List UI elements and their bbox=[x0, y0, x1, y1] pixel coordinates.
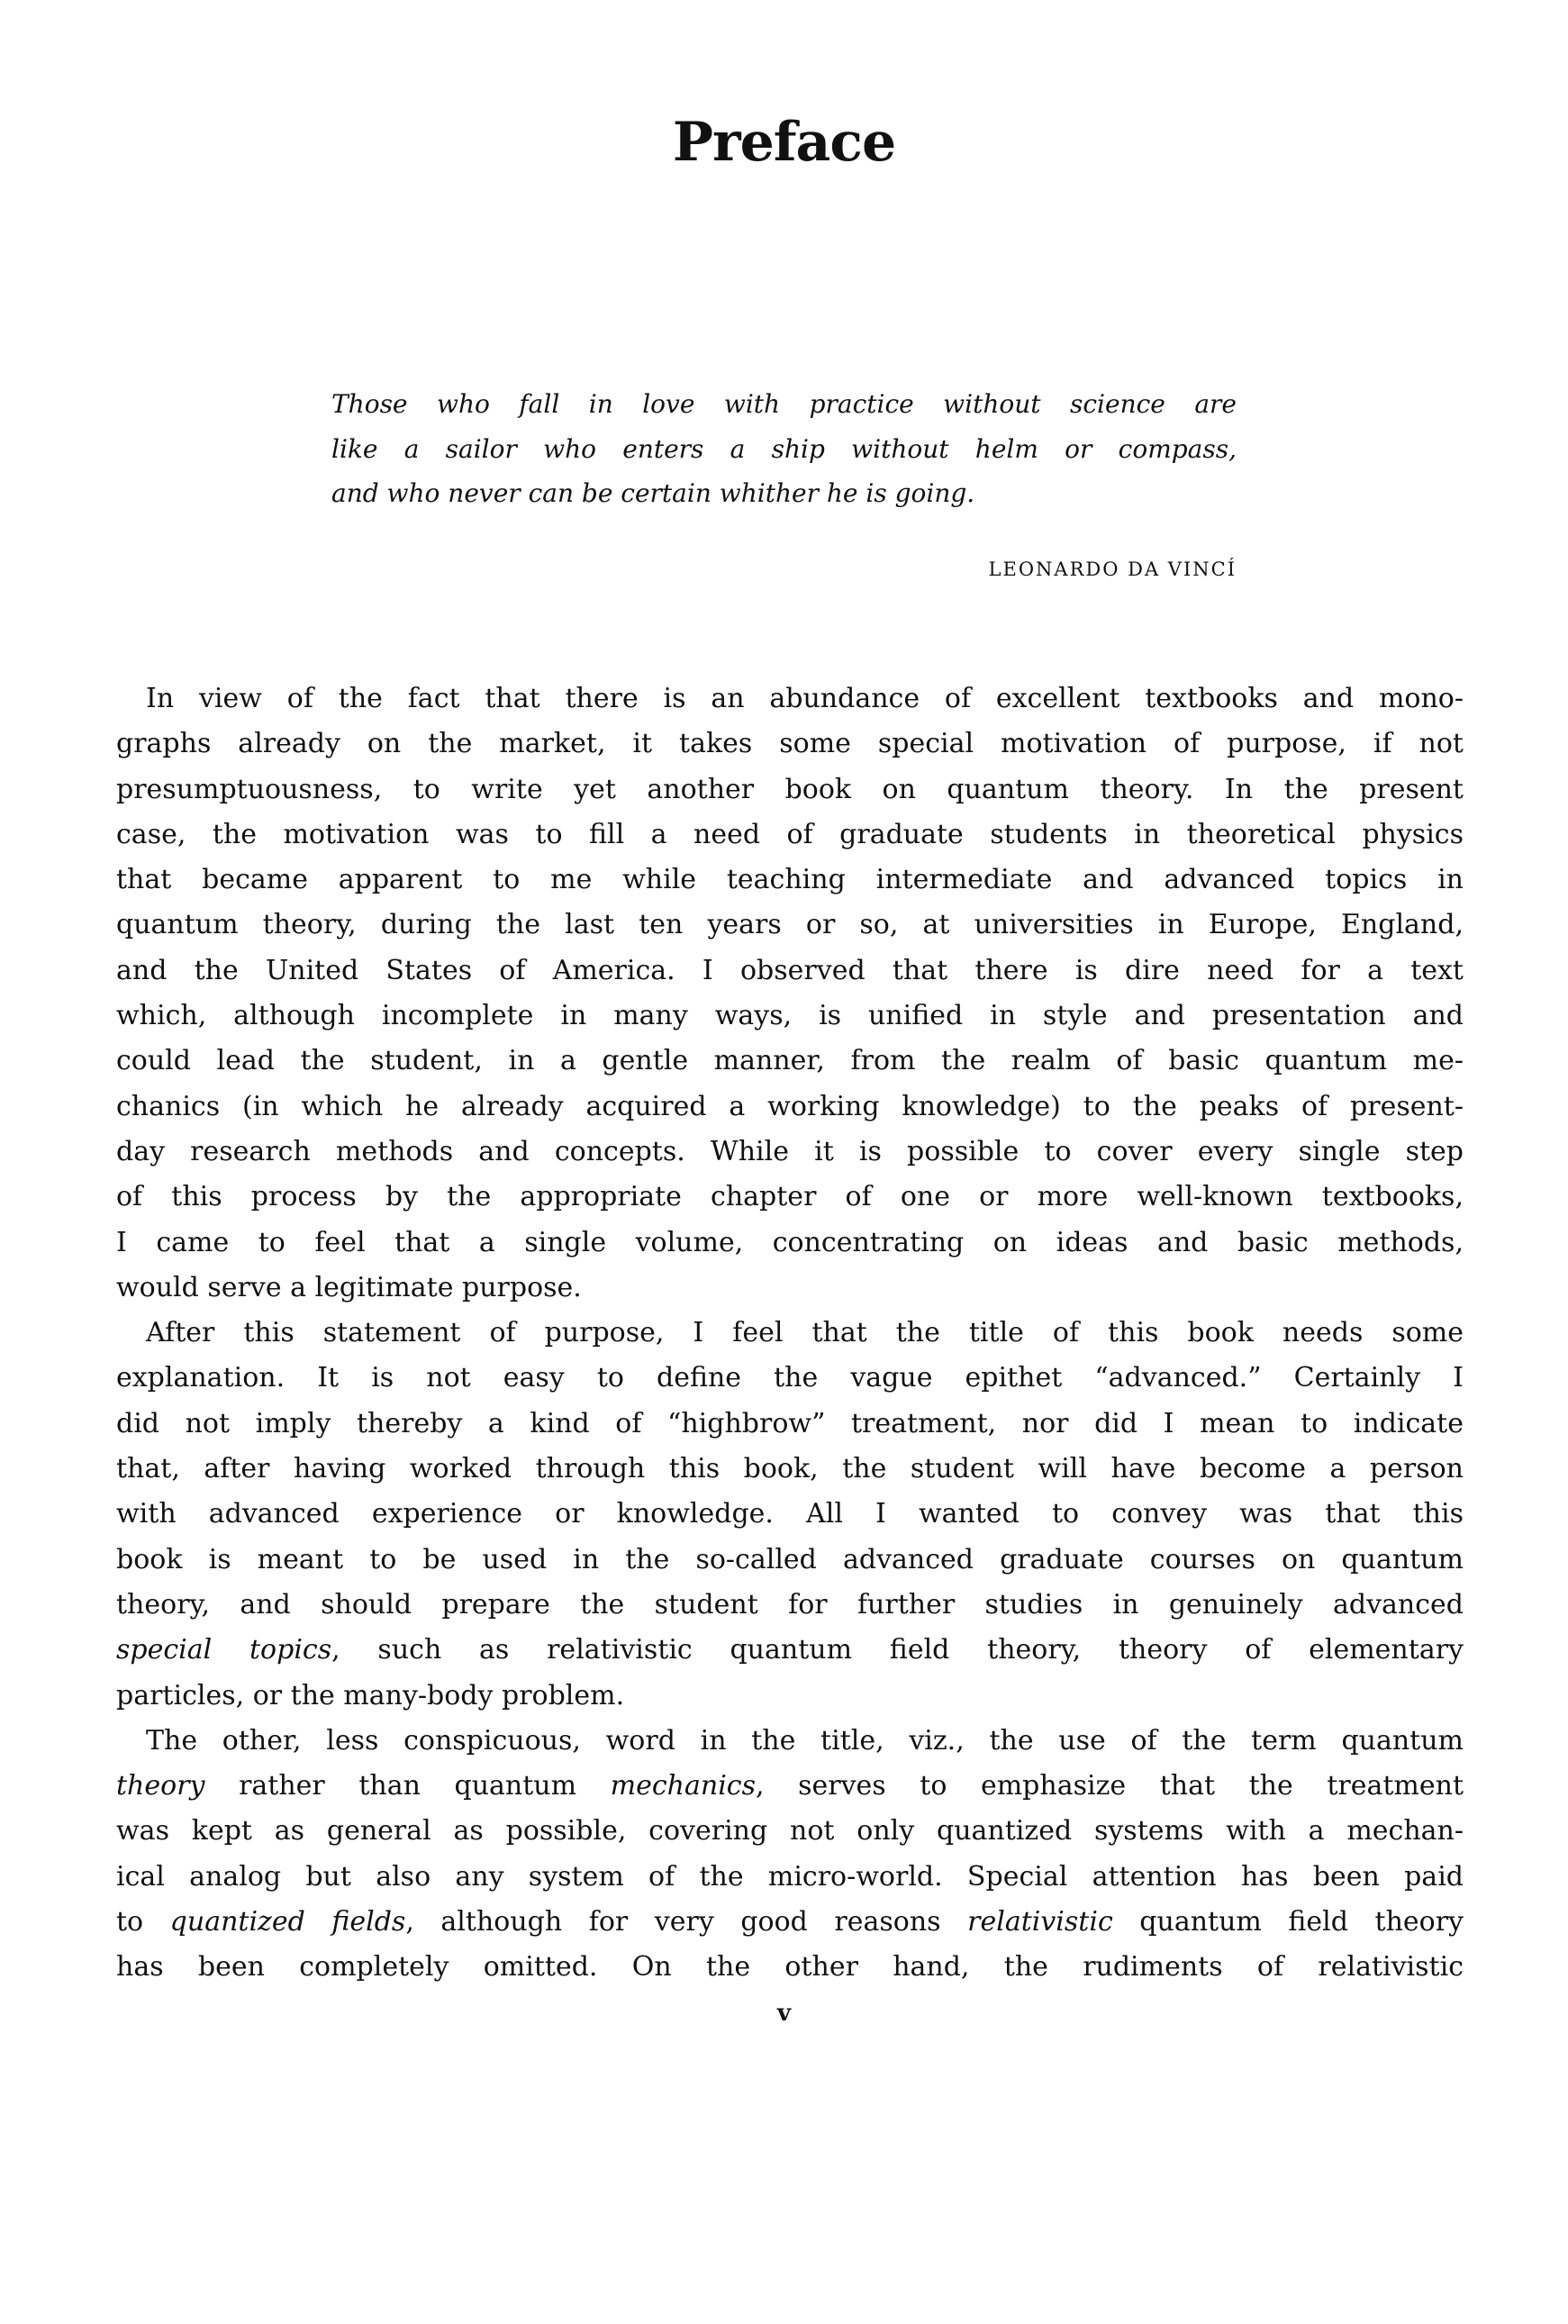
paragraph-line bbox=[116, 1039, 1464, 1084]
paragraph-line bbox=[116, 1674, 1464, 1719]
paragraph-line bbox=[116, 994, 1464, 1039]
paragraph-line bbox=[116, 1311, 1464, 1356]
paragraph-line bbox=[116, 1221, 1464, 1266]
text-run: , although for very good reasons bbox=[405, 1906, 968, 1938]
text-run: book is meant to be used in the so-called advanced graduate courses on quantum bbox=[116, 1543, 1464, 1575]
paragraph-line bbox=[116, 1492, 1464, 1537]
text-run: to bbox=[116, 1906, 170, 1938]
text-run: would serve a legitimate purpose. bbox=[116, 1271, 582, 1303]
text-run: which, although incomplete in many ways, is unified in style and presentation and bbox=[116, 1000, 1464, 1032]
paragraph-line bbox=[116, 767, 1464, 812]
text-run: chanics (in which he already acquired a working knowledge) to the peaks of present- bbox=[116, 1090, 1464, 1122]
text-run: I came to feel that a single volume, concentrating on ideas and basic methods, bbox=[116, 1226, 1464, 1258]
paragraph-line bbox=[116, 812, 1464, 858]
text-run: has been completely omitted. On the other hand, the rudiments of relativistic bbox=[116, 1951, 1464, 1984]
paragraph-line bbox=[116, 1945, 1464, 1990]
paragraph-line bbox=[116, 949, 1464, 994]
text-run: graphs already on the market, it takes some special motivation of purpose, if not bbox=[116, 728, 1464, 760]
paragraph-line bbox=[116, 1538, 1464, 1583]
paragraph-line bbox=[116, 858, 1464, 903]
paragraph-line bbox=[116, 903, 1464, 948]
text-run: could lead the student, in a gentle manner, from the realm of basic quantum me- bbox=[116, 1045, 1464, 1077]
paragraph-line bbox=[116, 1175, 1464, 1220]
text-run: The other, less conspicuous, word in the title, viz., the use of the term quantum bbox=[146, 1724, 1464, 1757]
paragraph-line bbox=[116, 1447, 1464, 1492]
text-run: After this statement of purpose, I feel that the title of this book needs some bbox=[146, 1317, 1464, 1349]
paragraph-line bbox=[116, 1130, 1464, 1175]
text-run: case, the motivation was to fill a need of graduate students in theoretical physics bbox=[116, 818, 1464, 850]
italic-text: mechanics bbox=[610, 1770, 756, 1802]
text-run: day research methods and concepts. While it is possible to cover every single step bbox=[116, 1135, 1464, 1167]
italic-text: relativistic bbox=[967, 1906, 1113, 1938]
italic-text: quantized fields bbox=[169, 1906, 406, 1938]
page-title: Preface bbox=[672, 111, 896, 174]
epigraph-line: like a sailor who enters a ship without helm or compass, bbox=[331, 433, 1237, 464]
paragraph-line bbox=[116, 1764, 1464, 1809]
paragraph-line bbox=[116, 1266, 1464, 1311]
body-text bbox=[116, 676, 1464, 1991]
paragraph-line bbox=[116, 1085, 1464, 1130]
text-run: rather than quantum bbox=[204, 1770, 611, 1802]
text-run: of this process by the appropriate chapter of one or more well-known textbooks, bbox=[116, 1181, 1464, 1213]
text-run: particles, or the many-body problem. bbox=[116, 1679, 625, 1711]
text-run: did not imply thereby a kind of “highbrow” treatment, nor did I mean to indicate bbox=[116, 1407, 1464, 1439]
text-run: ical analog but also any system of the micro-world. Special attention has been paid bbox=[116, 1860, 1464, 1893]
epigraph-line: Those who fall in love with practice without science are bbox=[331, 389, 1237, 419]
epigraph-attribution: LEONARDO DA VINCÍ bbox=[988, 558, 1237, 580]
text-run: was kept as general as possible, covering not only quantized systems with a mechan- bbox=[116, 1815, 1464, 1847]
text-run: explanation. It is not easy to define the vague epithet “advanced.” Certainly I bbox=[116, 1362, 1464, 1394]
italic-text: theory bbox=[116, 1770, 205, 1802]
text-run: presumptuousness, to write yet another book on quantum theory. In the present bbox=[116, 773, 1464, 805]
paragraph-line bbox=[116, 1402, 1464, 1447]
paragraph-line bbox=[116, 1719, 1464, 1764]
paragraph-line bbox=[116, 1809, 1464, 1854]
page-number: v bbox=[776, 2000, 792, 2027]
text-run: that became apparent to me while teaching intermediate and advanced topics in bbox=[116, 864, 1464, 896]
text-run: , such as relativistic quantum field theory, theory of elementary bbox=[331, 1634, 1464, 1666]
paragraph-line bbox=[116, 1900, 1464, 1945]
paragraph-line bbox=[116, 722, 1464, 767]
text-run: quantum field theory bbox=[1112, 1906, 1464, 1938]
paragraph-line bbox=[116, 1583, 1464, 1628]
text-run: , serves to emphasize that the treatment bbox=[755, 1770, 1464, 1802]
paragraph-line bbox=[116, 1855, 1464, 1900]
text-run: with advanced experience or knowledge. All I wanted to convey was that this bbox=[116, 1498, 1464, 1530]
epigraph bbox=[331, 382, 1237, 516]
text-run: quantum theory, during the last ten years or so, at universities in Europe, England, bbox=[116, 909, 1464, 941]
text-run: theory, and should prepare the student for further studies in genuinely advanced bbox=[116, 1588, 1464, 1620]
paragraph-line bbox=[116, 1628, 1464, 1673]
text-run: and the United States of America. I observed that there is dire need for a text bbox=[116, 954, 1464, 986]
paragraph-line bbox=[116, 1356, 1464, 1401]
text-run: In view of the fact that there is an abundance of excellent textbooks and mono- bbox=[146, 683, 1464, 714]
text-run: that, after having worked through this book, the student will have become a person bbox=[116, 1453, 1464, 1485]
paragraph-line bbox=[116, 676, 1464, 722]
italic-text: special topics bbox=[116, 1634, 332, 1666]
epigraph-line: and who never can be certain whither he is going. bbox=[331, 478, 975, 508]
